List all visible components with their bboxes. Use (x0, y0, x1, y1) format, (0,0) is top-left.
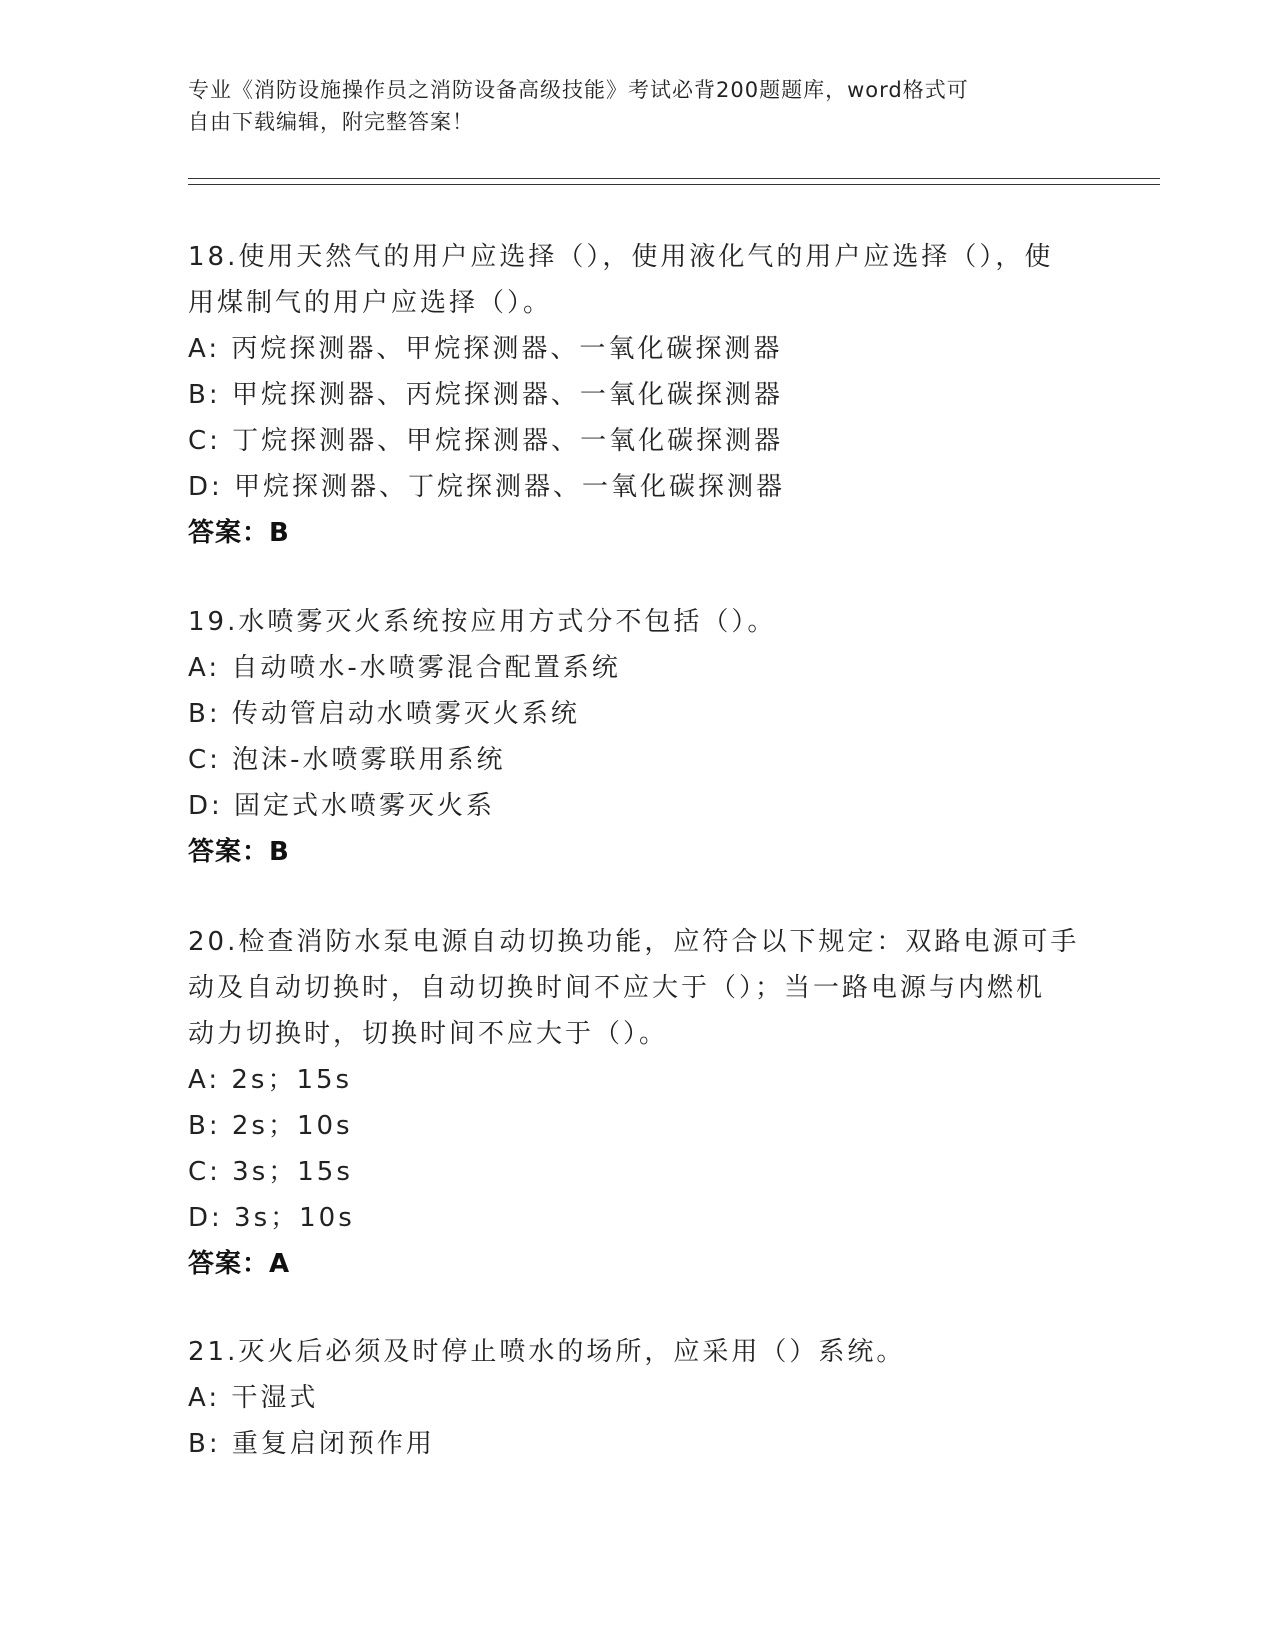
option-b: B: 2s；10s (188, 1111, 353, 1141)
option-a: A: 自动喷水-水喷雾混合配置系统 (188, 653, 621, 683)
question-19 (188, 599, 1088, 875)
answer: 答案：B (188, 837, 290, 867)
header-line-1: 专业《消防设施操作员之消防设备高级技能》考试必背200题题库，word格式可 (188, 78, 969, 102)
option-c: C: 丁烷探测器、甲烷探测器、一氧化碳探测器 (188, 426, 784, 456)
option-a: A: 丙烷探测器、甲烷探测器、一氧化碳探测器 (188, 334, 783, 364)
question-stem (188, 1329, 1088, 1375)
header-divider-top (188, 178, 1160, 179)
option-c: C: 3s；15s (188, 1157, 353, 1187)
stem-line: 动力切换时，切换时间不应大于（）。 (188, 1019, 669, 1049)
header-divider-bottom (188, 184, 1160, 185)
option-b: B: 重复启闭预作用 (188, 1429, 435, 1459)
option-b: B: 甲烷探测器、丙烷探测器、一氧化碳探测器 (188, 380, 783, 410)
stem-line: 19.水喷雾灭火系统按应用方式分不包括（）。 (188, 607, 777, 637)
option-a: A: 2s；15s (188, 1065, 353, 1095)
stem-line: 用煤制气的用户应选择（）。 (188, 288, 553, 318)
option-d: D: 甲烷探测器、丁烷探测器、一氧化碳探测器 (188, 472, 786, 502)
question-stem (188, 919, 1088, 1057)
header-line-2: 自由下载编辑，附完整答案！ (188, 110, 474, 134)
stem-line: 20.检查消防水泵电源自动切换功能，应符合以下规定：双路电源可手 (188, 927, 1080, 957)
question-18 (188, 234, 1088, 556)
stem-line: 21.灭火后必须及时停止喷水的场所，应采用（）系统。 (188, 1337, 906, 1367)
option-a: A: 干湿式 (188, 1383, 319, 1413)
question-21 (188, 1329, 1088, 1467)
option-b: B: 传动管启动水喷雾灭火系统 (188, 699, 580, 729)
question-stem (188, 599, 1088, 645)
answer: 答案：B (188, 518, 290, 548)
option-d: D: 3s；10s (188, 1203, 355, 1233)
option-d: D: 固定式水喷雾灭火系 (188, 791, 496, 821)
question-stem (188, 234, 1088, 326)
option-c: C: 泡沫-水喷雾联用系统 (188, 745, 506, 775)
stem-line: 动及自动切换时，自动切换时间不应大于（）；当一路电源与内燃机 (188, 973, 1046, 1003)
question-20 (188, 919, 1088, 1287)
document-header (188, 74, 1068, 138)
answer: 答案：A (188, 1249, 291, 1279)
stem-line: 18.使用天然气的用户应选择（），使用液化气的用户应选择（），使 (188, 242, 1054, 272)
